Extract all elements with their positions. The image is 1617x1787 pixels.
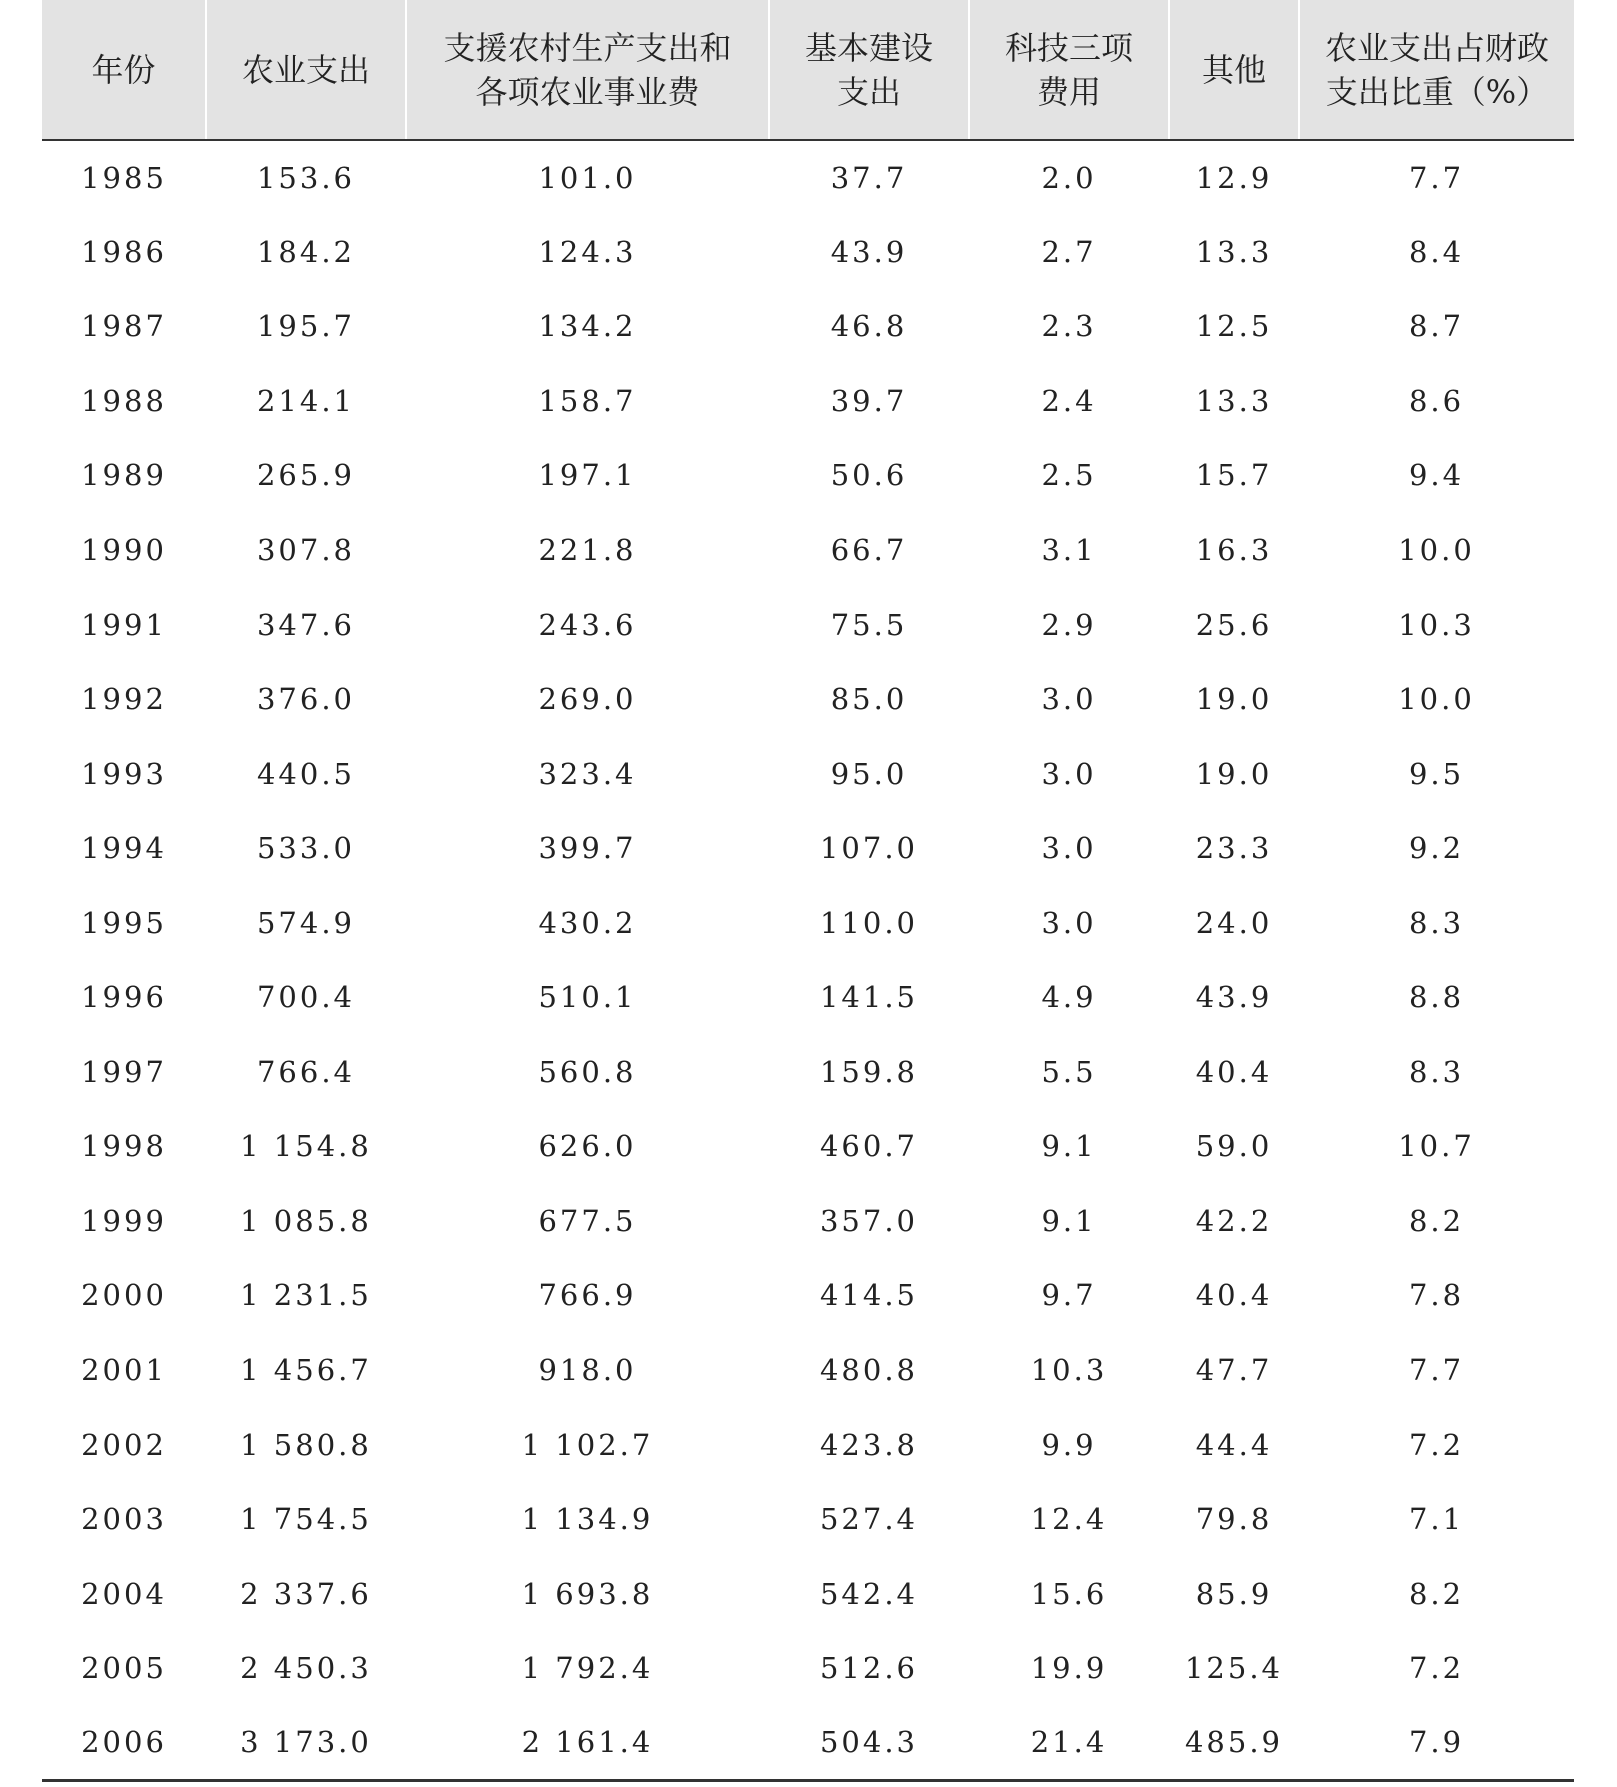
rural-support-cell: 221.8 bbox=[538, 533, 637, 567]
table-row bbox=[42, 1109, 1574, 1184]
expenditure-ratio-cell: 8.7 bbox=[1408, 309, 1465, 344]
agriculture-expenditure-cell: 1 754.5 bbox=[240, 1502, 372, 1537]
infrastructure-cell: 423.8 bbox=[819, 1427, 919, 1462]
header-line: 年份 bbox=[91, 50, 156, 89]
other-cell: 13.3 bbox=[1195, 383, 1273, 418]
agriculture-expenditure-cell: 2 337.6 bbox=[240, 1576, 372, 1611]
infrastructure-cell: 480.8 bbox=[819, 1353, 919, 1388]
agriculture-expenditure-cell: 1 456.7 bbox=[240, 1353, 372, 1388]
other-cell: 19.0 bbox=[1195, 682, 1273, 717]
table-row bbox=[42, 960, 1574, 1035]
table-row bbox=[42, 1258, 1574, 1333]
header-line: 其他 bbox=[1201, 50, 1266, 89]
infrastructure-cell: 95.0 bbox=[830, 756, 908, 791]
agriculture-expenditure-cell: 347.6 bbox=[256, 607, 356, 642]
header-line: 科技三项 bbox=[1004, 28, 1133, 67]
infrastructure-cell: 50.6 bbox=[830, 458, 908, 493]
rural-support-cell: 1 693.8 bbox=[521, 1576, 654, 1611]
table-row bbox=[42, 215, 1574, 290]
infrastructure-cell: 542.4 bbox=[819, 1576, 919, 1611]
agriculture-expenditure-cell: 2 450.3 bbox=[240, 1651, 372, 1686]
table-row bbox=[42, 811, 1574, 886]
table-row bbox=[42, 438, 1574, 513]
header-line: 费用 bbox=[1036, 72, 1101, 111]
rural-support-cell: 243.6 bbox=[538, 607, 637, 642]
agriculture-expenditure-cell: 265.9 bbox=[256, 458, 356, 493]
tech-fees-cell: 21.4 bbox=[969, 1705, 1169, 1780]
other-cell: 485.9 bbox=[1169, 1705, 1299, 1780]
infrastructure-cell: 527.4 bbox=[819, 1502, 919, 1537]
tech-fees-cell: 2.7 bbox=[1041, 234, 1097, 269]
table-header bbox=[42, 0, 1574, 140]
table-row bbox=[42, 1482, 1574, 1557]
year-cell: 1987 bbox=[81, 309, 167, 344]
table-row bbox=[42, 736, 1574, 811]
table-row bbox=[42, 1556, 1574, 1631]
infrastructure-cell: 504.3 bbox=[769, 1705, 969, 1780]
infrastructure-cell: 46.8 bbox=[830, 309, 908, 344]
other-cell: 16.3 bbox=[1195, 533, 1273, 567]
rural-support-cell: 677.5 bbox=[538, 1203, 637, 1238]
agriculture-expenditure-cell: 376.0 bbox=[256, 682, 356, 717]
table-row bbox=[42, 289, 1574, 364]
expenditure-ratio-cell: 7.2 bbox=[1408, 1427, 1465, 1462]
rural-support-cell: 1 134.9 bbox=[521, 1502, 654, 1537]
year-cell: 1996 bbox=[81, 980, 167, 1015]
infrastructure-cell: 85.0 bbox=[830, 682, 908, 717]
infrastructure-cell: 159.8 bbox=[819, 1054, 919, 1089]
tech-fees-cell: 2.9 bbox=[1041, 607, 1097, 642]
agriculture-expenditure-cell: 195.7 bbox=[256, 309, 356, 344]
year-cell: 1993 bbox=[81, 756, 167, 791]
other-cell: 85.9 bbox=[1195, 1576, 1273, 1611]
tech-fees-cell: 2.3 bbox=[1041, 309, 1097, 344]
other-cell: 47.7 bbox=[1195, 1353, 1273, 1388]
year-cell: 2001 bbox=[81, 1353, 167, 1388]
year-cell: 1999 bbox=[81, 1203, 167, 1238]
tech-fees-cell: 12.4 bbox=[1030, 1502, 1108, 1537]
agriculture-expenditure-cell: 153.6 bbox=[256, 160, 356, 195]
expenditure-ratio-cell: 10.0 bbox=[1398, 533, 1475, 567]
agriculture-expenditure-cell: 574.9 bbox=[256, 905, 356, 940]
expenditure-ratio-cell: 8.2 bbox=[1408, 1576, 1465, 1611]
agriculture-expenditure-cell: 184.2 bbox=[256, 234, 356, 269]
header-line: 农业支出 bbox=[241, 50, 370, 89]
other-cell: 43.9 bbox=[1195, 980, 1273, 1015]
header-line: 各项农业事业费 bbox=[475, 72, 700, 111]
other-cell: 42.2 bbox=[1195, 1203, 1273, 1238]
table-row bbox=[42, 1705, 1574, 1780]
infrastructure-cell: 110.0 bbox=[819, 905, 919, 940]
other-cell: 25.6 bbox=[1195, 607, 1273, 642]
agriculture-expenditure-cell: 1 580.8 bbox=[240, 1427, 372, 1462]
other-cell: 59.0 bbox=[1195, 1129, 1273, 1164]
agriculture-expenditure-cell: 440.5 bbox=[256, 756, 356, 791]
rural-support-cell: 134.2 bbox=[538, 309, 637, 344]
infrastructure-cell: 107.0 bbox=[819, 831, 919, 866]
rural-support-cell: 399.7 bbox=[538, 831, 637, 866]
year-cell: 1997 bbox=[81, 1054, 167, 1089]
expenditure-ratio-cell: 7.7 bbox=[1408, 1353, 1465, 1388]
agriculture-expenditure-cell: 1 154.8 bbox=[240, 1129, 372, 1164]
rural-support-cell: 101.0 bbox=[538, 160, 637, 195]
data-table-container bbox=[42, 0, 1574, 1782]
expenditure-ratio-cell: 8.2 bbox=[1408, 1203, 1465, 1238]
tech-fees-cell: 3.0 bbox=[1041, 756, 1097, 791]
rural-support-cell: 323.4 bbox=[538, 756, 637, 791]
rural-support-cell: 1 792.4 bbox=[521, 1651, 654, 1686]
infrastructure-cell: 512.6 bbox=[819, 1651, 919, 1686]
expenditure-ratio-cell: 8.3 bbox=[1408, 1054, 1465, 1089]
other-cell: 40.4 bbox=[1195, 1054, 1273, 1089]
rural-support-cell: 918.0 bbox=[538, 1353, 637, 1388]
infrastructure-cell: 357.0 bbox=[819, 1203, 919, 1238]
tech-fees-cell: 3.1 bbox=[1041, 533, 1097, 567]
tech-fees-cell: 10.3 bbox=[1030, 1353, 1108, 1388]
header-row bbox=[42, 0, 1574, 140]
agriculture-expenditure-cell: 700.4 bbox=[256, 980, 356, 1015]
expenditure-ratio-cell: 10.7 bbox=[1398, 1129, 1475, 1164]
infrastructure-cell: 66.7 bbox=[830, 533, 908, 567]
year-cell: 2004 bbox=[81, 1576, 167, 1611]
infrastructure-cell: 43.9 bbox=[830, 234, 908, 269]
year-cell: 1989 bbox=[81, 458, 167, 493]
other-cell: 79.8 bbox=[1195, 1502, 1273, 1537]
year-cell: 1990 bbox=[81, 533, 167, 567]
table-body bbox=[42, 140, 1574, 1780]
tech-fees-cell: 9.7 bbox=[1041, 1278, 1097, 1313]
year-cell: 2006 bbox=[42, 1705, 206, 1780]
tech-fees-cell: 15.6 bbox=[1030, 1576, 1108, 1611]
agriculture-expenditure-cell: 533.0 bbox=[256, 831, 356, 866]
agriculture-expenditure-cell: 1 231.5 bbox=[240, 1278, 372, 1313]
tech-fees-cell: 9.1 bbox=[1041, 1203, 1097, 1238]
rural-support-cell: 766.9 bbox=[538, 1278, 637, 1313]
table-row bbox=[42, 364, 1574, 439]
expenditure-ratio-cell: 7.1 bbox=[1408, 1502, 1465, 1537]
infrastructure-cell: 75.5 bbox=[830, 607, 908, 642]
year-cell: 1988 bbox=[81, 383, 167, 418]
rural-support-cell: 560.8 bbox=[538, 1054, 637, 1089]
other-cell: 125.4 bbox=[1184, 1651, 1284, 1686]
rural-support-cell: 124.3 bbox=[538, 234, 637, 269]
header-agriculture-expenditure bbox=[206, 0, 406, 140]
year-cell: 1986 bbox=[81, 234, 167, 269]
table-row bbox=[42, 662, 1574, 737]
header-line: 支出比重（%） bbox=[1325, 72, 1549, 111]
header-line: 基本建设 bbox=[804, 28, 933, 67]
rural-support-cell: 158.7 bbox=[538, 383, 637, 418]
rural-support-cell: 2 161.4 bbox=[406, 1705, 769, 1780]
header-line: 支援农村生产支出和 bbox=[443, 28, 732, 67]
tech-fees-cell: 3.0 bbox=[1041, 905, 1097, 940]
table-row bbox=[42, 1631, 1574, 1706]
table-row bbox=[42, 513, 1574, 588]
other-cell: 12.9 bbox=[1195, 160, 1273, 195]
other-cell: 12.5 bbox=[1195, 309, 1273, 344]
expenditure-ratio-cell: 10.3 bbox=[1398, 607, 1475, 642]
tech-fees-cell: 2.5 bbox=[1041, 458, 1097, 493]
rural-support-cell: 269.0 bbox=[538, 682, 637, 717]
year-cell: 2005 bbox=[81, 1651, 167, 1686]
expenditure-ratio-cell: 9.2 bbox=[1408, 831, 1465, 866]
rural-support-cell: 430.2 bbox=[538, 905, 637, 940]
table-row bbox=[42, 1333, 1574, 1408]
rural-support-cell: 626.0 bbox=[538, 1129, 637, 1164]
header-tech-fees bbox=[969, 0, 1169, 140]
tech-fees-cell: 19.9 bbox=[1030, 1651, 1108, 1686]
other-cell: 15.7 bbox=[1195, 458, 1273, 493]
agriculture-expenditure-cell: 307.8 bbox=[256, 533, 356, 567]
header-infrastructure bbox=[769, 0, 969, 140]
year-cell: 2000 bbox=[81, 1278, 167, 1313]
infrastructure-cell: 37.7 bbox=[830, 160, 908, 195]
agriculture-expenditure-cell: 766.4 bbox=[256, 1054, 356, 1089]
tech-fees-cell: 2.0 bbox=[1041, 160, 1097, 195]
other-cell: 40.4 bbox=[1195, 1278, 1273, 1313]
header-year bbox=[42, 0, 206, 140]
tech-fees-cell: 9.9 bbox=[1041, 1427, 1097, 1462]
expenditure-ratio-cell: 9.4 bbox=[1408, 458, 1465, 493]
expenditure-ratio-cell: 8.4 bbox=[1408, 234, 1465, 269]
expenditure-ratio-cell: 7.8 bbox=[1408, 1278, 1465, 1313]
expenditure-ratio-cell: 8.3 bbox=[1408, 905, 1465, 940]
other-cell: 19.0 bbox=[1195, 756, 1273, 791]
other-cell: 24.0 bbox=[1195, 905, 1273, 940]
year-cell: 1994 bbox=[81, 831, 167, 866]
year-cell: 2003 bbox=[81, 1502, 167, 1537]
table-row bbox=[42, 885, 1574, 960]
header-line: 农业支出占财政 bbox=[1324, 28, 1549, 67]
tech-fees-cell: 2.4 bbox=[1041, 383, 1097, 418]
tech-fees-cell: 3.0 bbox=[1041, 831, 1097, 866]
other-cell: 13.3 bbox=[1195, 234, 1273, 269]
tech-fees-cell: 4.9 bbox=[1041, 980, 1097, 1015]
tech-fees-cell: 3.0 bbox=[1041, 682, 1097, 717]
infrastructure-cell: 460.7 bbox=[819, 1129, 919, 1164]
year-cell: 1992 bbox=[81, 682, 167, 717]
table-row bbox=[42, 1184, 1574, 1259]
agriculture-expenditure-cell: 3 173.0 bbox=[206, 1705, 406, 1780]
header-other bbox=[1169, 0, 1299, 140]
expenditure-ratio-cell: 9.5 bbox=[1408, 756, 1465, 791]
table-row bbox=[42, 140, 1574, 215]
table-row bbox=[42, 587, 1574, 662]
expenditure-ratio-cell: 7.2 bbox=[1408, 1651, 1465, 1686]
year-cell: 2002 bbox=[81, 1427, 167, 1462]
year-cell: 1985 bbox=[81, 160, 167, 195]
tech-fees-cell: 9.1 bbox=[1041, 1129, 1097, 1164]
infrastructure-cell: 414.5 bbox=[819, 1278, 919, 1313]
agriculture-expenditure-cell: 214.1 bbox=[256, 383, 356, 418]
rural-support-cell: 1 102.7 bbox=[521, 1427, 654, 1462]
year-cell: 1995 bbox=[81, 905, 167, 940]
other-cell: 23.3 bbox=[1195, 831, 1273, 866]
rural-support-cell: 197.1 bbox=[538, 458, 637, 493]
infrastructure-cell: 39.7 bbox=[830, 383, 908, 418]
table-row bbox=[42, 1035, 1574, 1110]
year-cell: 1998 bbox=[81, 1129, 167, 1164]
infrastructure-cell: 141.5 bbox=[819, 980, 919, 1015]
header-rural-support bbox=[406, 0, 769, 140]
expenditure-ratio-cell: 7.9 bbox=[1299, 1705, 1574, 1780]
year-cell: 1991 bbox=[81, 607, 167, 642]
table-row bbox=[42, 1407, 1574, 1482]
expenditure-ratio-cell: 8.6 bbox=[1408, 383, 1465, 418]
expenditure-ratio-cell: 10.0 bbox=[1398, 682, 1475, 717]
other-cell: 44.4 bbox=[1195, 1427, 1273, 1462]
expenditure-ratio-cell: 8.8 bbox=[1408, 980, 1465, 1015]
rural-support-cell: 510.1 bbox=[538, 980, 637, 1015]
agriculture-expenditure-table bbox=[42, 0, 1574, 1782]
agriculture-expenditure-cell: 1 085.8 bbox=[240, 1203, 372, 1238]
expenditure-ratio-cell: 7.7 bbox=[1408, 160, 1465, 195]
header-expenditure-ratio bbox=[1299, 0, 1574, 140]
header-line: 支出 bbox=[836, 72, 901, 111]
tech-fees-cell: 5.5 bbox=[1041, 1054, 1097, 1089]
